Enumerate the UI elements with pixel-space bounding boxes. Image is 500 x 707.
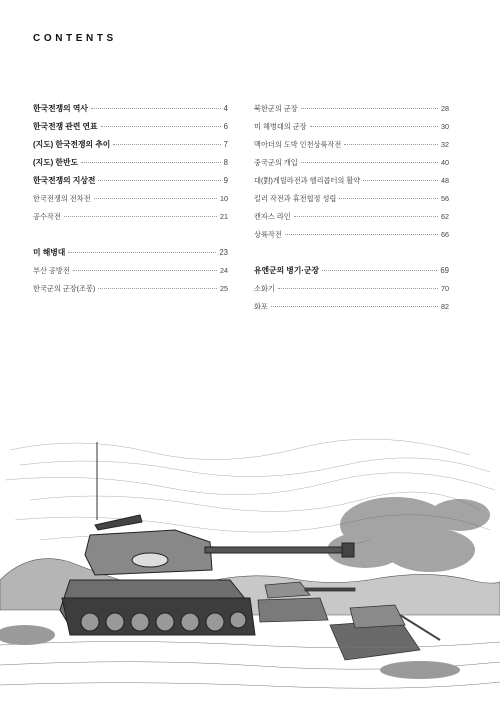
toc-entry-title: 맥아더의 도박 인천상륙작전 bbox=[254, 140, 342, 149]
toc-entry[interactable] bbox=[33, 100, 228, 118]
dot-leader bbox=[101, 126, 221, 127]
toc-entry[interactable] bbox=[254, 208, 449, 226]
dot-leader bbox=[73, 270, 217, 271]
toc-entry-title: 한국전쟁의 전차전 bbox=[33, 194, 91, 203]
toc-entry-page: 10 bbox=[220, 194, 228, 203]
toc-entry-page: 9 bbox=[223, 176, 228, 185]
toc-entry[interactable] bbox=[254, 298, 449, 316]
toc-entry-page: 69 bbox=[440, 266, 449, 275]
toc-entry-page: 21 bbox=[220, 212, 228, 221]
toc-entry-title: 중국군의 개입 bbox=[254, 158, 298, 167]
toc-entry-title: 화포 bbox=[254, 302, 268, 311]
toc-entry-title: 소화기 bbox=[254, 284, 275, 293]
toc-left-column bbox=[33, 100, 228, 316]
dot-leader bbox=[271, 306, 438, 307]
dot-leader bbox=[91, 108, 221, 109]
toc-entry-page: 30 bbox=[441, 122, 449, 131]
dot-leader bbox=[301, 162, 438, 163]
toc-entry-page: 70 bbox=[441, 284, 449, 293]
toc-entry-title: 상륙작전 bbox=[254, 230, 282, 239]
toc-entry-page: 62 bbox=[441, 212, 449, 221]
dot-leader bbox=[344, 144, 438, 145]
toc-entry-page: 32 bbox=[441, 140, 449, 149]
toc-group bbox=[33, 244, 228, 298]
dot-leader bbox=[294, 216, 438, 217]
toc-entry[interactable] bbox=[254, 190, 449, 208]
dot-leader bbox=[113, 144, 220, 145]
toc-entry[interactable] bbox=[33, 280, 228, 298]
dot-leader bbox=[339, 198, 438, 199]
toc-entry-title: 킬러 작전과 휴전협정 성립 bbox=[254, 194, 337, 203]
dot-leader bbox=[285, 234, 438, 235]
toc-group bbox=[33, 100, 228, 226]
toc-right-column bbox=[254, 100, 449, 334]
toc-entry[interactable] bbox=[254, 172, 449, 190]
dot-leader bbox=[363, 180, 438, 181]
dot-leader bbox=[68, 252, 216, 253]
toc-entry[interactable] bbox=[254, 118, 449, 136]
smoke-cloud bbox=[327, 497, 490, 572]
toc-entry-title: (지도) 한반도 bbox=[33, 158, 79, 167]
dot-leader bbox=[322, 270, 437, 271]
toc-group bbox=[254, 100, 449, 244]
toc-entry[interactable] bbox=[254, 100, 449, 118]
toc-entry-title: 한국전쟁의 역사 bbox=[33, 104, 88, 113]
dot-leader bbox=[301, 108, 438, 109]
toc-entry-title: 부산 공방전 bbox=[33, 266, 70, 275]
toc-entry[interactable] bbox=[254, 226, 449, 244]
toc-entry-page: 25 bbox=[220, 284, 228, 293]
toc-entry-page: 28 bbox=[441, 104, 449, 113]
toc-entry[interactable] bbox=[33, 262, 228, 280]
toc-entry-title: 미 해병대의 군장 bbox=[254, 122, 307, 131]
toc-entry-title: 유엔군의 병기·군장 bbox=[254, 266, 320, 275]
toc-entry-title: 북한군의 군장 bbox=[254, 104, 298, 113]
dot-leader bbox=[98, 288, 217, 289]
toc-entry[interactable] bbox=[33, 118, 228, 136]
toc-entry-page: 23 bbox=[219, 248, 228, 257]
toc-entry[interactable] bbox=[33, 172, 228, 190]
toc-entry-page: 82 bbox=[441, 302, 449, 311]
toc-entry-page: 7 bbox=[223, 140, 228, 149]
dot-leader bbox=[81, 162, 221, 163]
toc-entry-title: 미 해병대 bbox=[33, 248, 66, 257]
toc-entry-page: 66 bbox=[441, 230, 449, 239]
toc-entry-page: 4 bbox=[223, 104, 228, 113]
toc-entry-title: (지도) 한국전쟁의 추이 bbox=[33, 140, 111, 149]
toc-entry[interactable] bbox=[33, 154, 228, 172]
toc-entry-page: 8 bbox=[223, 158, 228, 167]
toc-entry[interactable] bbox=[254, 262, 449, 280]
toc-entry-page: 6 bbox=[223, 122, 228, 131]
toc-entry-title: 한국전쟁 관련 연표 bbox=[33, 122, 98, 131]
dot-leader bbox=[64, 216, 217, 217]
toc-entry[interactable] bbox=[254, 280, 449, 298]
contents-heading: CONTENTS bbox=[33, 33, 117, 44]
toc-entry-page: 48 bbox=[441, 176, 449, 185]
toc-entry-page: 56 bbox=[441, 194, 449, 203]
toc-entry[interactable] bbox=[254, 154, 449, 172]
toc-entry[interactable] bbox=[33, 244, 228, 262]
toc-entry[interactable] bbox=[33, 136, 228, 154]
toc-entry-title: 한국전쟁의 지상전 bbox=[33, 176, 96, 185]
toc-group bbox=[254, 262, 449, 316]
toc-entry-title: 한국군의 군장(조봉) bbox=[33, 284, 96, 293]
toc-entry[interactable] bbox=[33, 208, 228, 226]
dot-leader bbox=[278, 288, 438, 289]
toc-entry-page: 40 bbox=[441, 158, 449, 167]
toc-entry-page: 24 bbox=[220, 266, 228, 275]
tank-battle-illustration bbox=[0, 430, 500, 707]
toc-entry-title: 대(對)게릴라전과 헬리콥터의 활약 bbox=[254, 176, 361, 185]
toc-entry-title: 공수작전 bbox=[33, 212, 61, 221]
dot-leader bbox=[94, 198, 217, 199]
dot-leader bbox=[98, 180, 220, 181]
toc-entry[interactable] bbox=[33, 190, 228, 208]
toc-entry[interactable] bbox=[254, 136, 449, 154]
toc-entry-title: 캔자스 라인 bbox=[254, 212, 291, 221]
dot-leader bbox=[310, 126, 438, 127]
